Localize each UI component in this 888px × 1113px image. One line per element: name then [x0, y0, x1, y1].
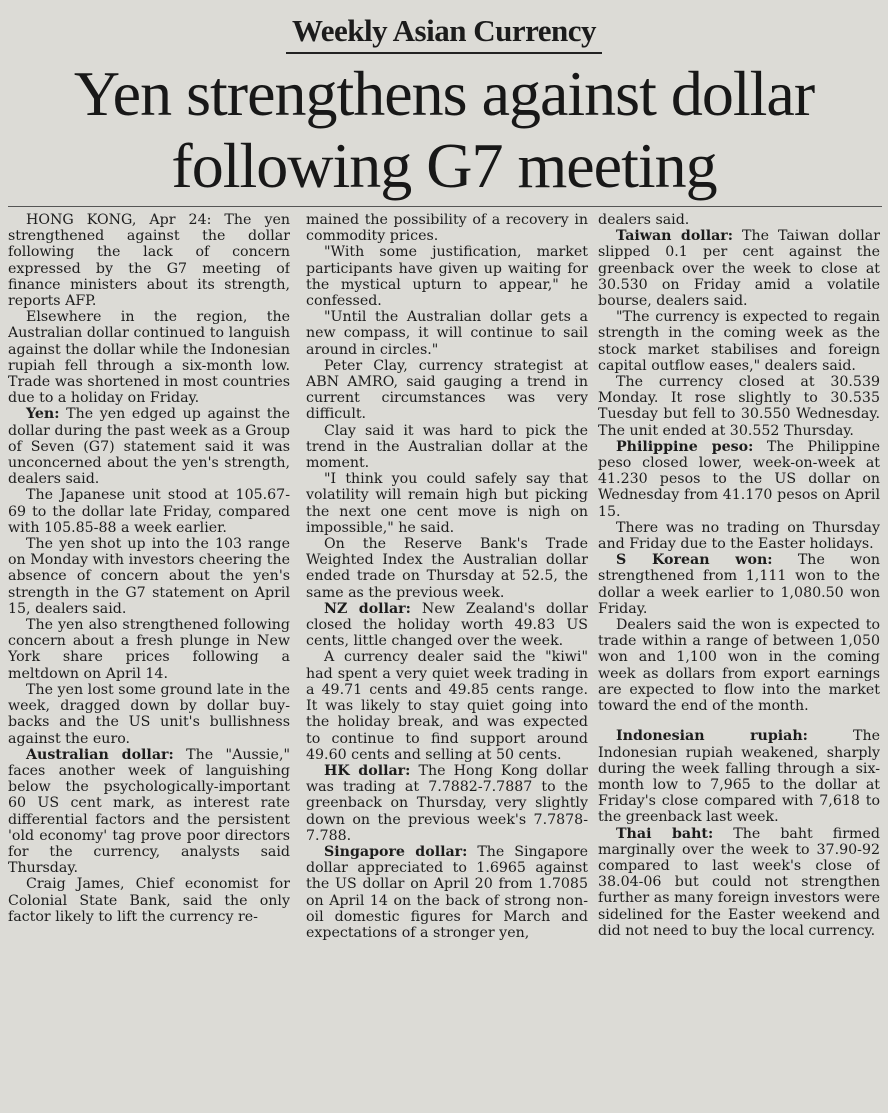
paragraph: Elsewhere in the region, the Australian dollar continued to languish against the dollar while the Indonesian rupiah fell through a six-month low. Trade was shortened in most countries due to a holiday on Friday.: [8, 309, 290, 407]
subhead: HK dollar:: [324, 762, 411, 779]
paragraph: The currency closed at 30.539 Monday. It rose slightly to 30.535 Tuesday but fell to 30.550 Wednesday. The unit ended at 30.552 Thursday.: [598, 374, 880, 439]
paragraph: HONG KONG, Apr 24: The yen strengthened against the dollar following the lack of concern expressed by the G7 meeting of finance ministers about its strength, reports AFP.: [8, 212, 290, 310]
paragraph: Taiwan dollar: The Taiwan dollar slipped 0.1 per cent against the greenback over the week to close at 30.530 on Friday amid a volatile bourse, dealers said.: [598, 228, 880, 310]
paragraph: "The currency is expected to regain strength in the coming week as the stock market stabilises and foreign capital outflow eases," dealers said.: [598, 309, 880, 374]
paragraph: The Japanese unit stood at 105.67-69 to the dollar late Friday, compared with 105.85-88 a week earlier.: [8, 487, 290, 536]
paragraph: NZ dollar: New Zealand's dollar closed the holiday worth 49.83 US cents, little changed over the week.: [306, 600, 588, 650]
paragraph: "Until the Australian dollar gets a new compass, it will continue to sail around in circles.": [306, 309, 588, 358]
paragraph: mained the possibility of a recovery in commodity prices.: [306, 212, 588, 245]
headline-line-2: following G7 meeting: [171, 130, 717, 201]
paragraph: Craig James, Chief economist for Colonial State Bank, said the only factor likely to lift the currency re-: [8, 876, 290, 925]
paragraph: The yen also strengthened following concern about a fresh plunge in New York share prices following a meltdown on April 14.: [8, 617, 290, 682]
paragraph: On the Reserve Bank's Trade Weighted Index the Australian dollar ended trade on Thursday at 52.5, the same as the previous week.: [306, 536, 588, 601]
headline-rule: [8, 206, 882, 207]
subhead: Taiwan dollar:: [616, 228, 733, 245]
article-column-2: [306, 212, 588, 1107]
subhead: Thai baht:: [616, 825, 714, 842]
paragraph: Dealers said the won is expected to trade within a range of between 1,050 won and 1,100 won in the coming week as dollars from export earnings are expected to flow into the market toward the end of the month.: [598, 617, 880, 715]
section-kicker: [0, 12, 888, 54]
subhead: Singapore dollar:: [324, 843, 468, 860]
paragraph: Peter Clay, currency strategist at ABN AMRO, said gauging a trend in current circumstances was very difficult.: [306, 357, 588, 423]
subhead: Yen:: [26, 406, 60, 423]
paragraph: The yen shot up into the 103 range on Monday with investors cheering the absence of concern about the yen's strength in the G7 statement on April 15, dealers said.: [8, 536, 290, 617]
subhead: Indonesian rupiah:: [616, 728, 808, 745]
article-column-1: [8, 212, 290, 1107]
paragraph: Australian dollar: The "Aussie," faces another week of languishing below the psychologically-important 60 US cent mark, as interest rate differential factors and the persistent 'old economy' tag prove poor directors for the currency, analysts said Thursday.: [8, 746, 290, 877]
paragraph: dealers said.: [598, 212, 690, 228]
paragraph: Singapore dollar: The Singapore dollar appreciated to 1.6965 against the US dollar on April 20 from 1.7085 on April 14 on the back of strong non-oil domestic figures for March and expectations of a stronger yen,: [306, 843, 588, 941]
article-column-3: [598, 212, 880, 1107]
paragraph: "With some justification, market participants have given up waiting for the mystical upturn to appear," he confessed.: [306, 244, 588, 310]
headline-line-1: Yen strengthens against dollar: [73, 58, 815, 129]
paragraph: HK dollar: The Hong Kong dollar was trading at 7.7882-7.7887 to the greenback on Thursday, very slightly down on the previous week's 7.7878-7.788.: [306, 762, 588, 844]
paragraph: There was no trading on Thursday and Friday due to the Easter holidays.: [598, 519, 880, 553]
headline: [0, 58, 888, 202]
subhead: NZ dollar:: [324, 600, 411, 617]
paragraph: "I think you could safely say that volatility will remain high but picking the next one cent move is nigh on impossible," he said.: [306, 471, 588, 536]
paragraph: A currency dealer said the "kiwi" had spent a very quiet week trading in a 49.71 cents and 49.85 cents range. It was likely to stay quiet going into the holiday break, and was expected to continue to find support around 49.60 cents and selling at 50 cents.: [306, 649, 588, 763]
subhead: Philippine peso:: [616, 438, 754, 455]
subhead: S Korean won:: [616, 552, 773, 569]
paragraph: Philippine peso: The Philippine peso closed lower, week-on-week at 41.230 pesos to the US dollar on Wednesday from 41.170 pesos on April 15.: [598, 438, 880, 520]
kicker-text: Weekly Asian Currency: [286, 12, 602, 54]
paragraph: S Korean won: The won strengthened from 1,111 won to the dollar a week earlier to 1,080.50 won Friday.: [598, 552, 880, 617]
paragraph: Yen: The yen edged up against the dollar during the past week as a Group of Seven (G7) statement said it was unconcerned about the yen's strength, dealers said.: [8, 406, 290, 488]
paragraph: Thai baht: The baht firmed marginally over the week to 37.90-92 compared to last week's close of 38.04-06 but could not strengthen further as many foreign investors were sidelined for the Easter weekend and did not need to buy the local currency.: [598, 825, 880, 939]
paragraph: The yen lost some ground late in the week, dragged down by dollar buy-backs and the US unit's bullishness against the euro.: [8, 681, 290, 747]
paragraph: Clay said it was hard to pick the trend in the Australian dollar at the moment.: [306, 422, 588, 472]
paragraph: Indonesian rupiah: The Indonesian rupiah weakened, sharply during the week falling through a six-month low to 7,965 to the dollar at Friday's close compared with 7,618 to the greenback last week.: [598, 728, 880, 826]
subhead: Australian dollar:: [26, 746, 174, 763]
